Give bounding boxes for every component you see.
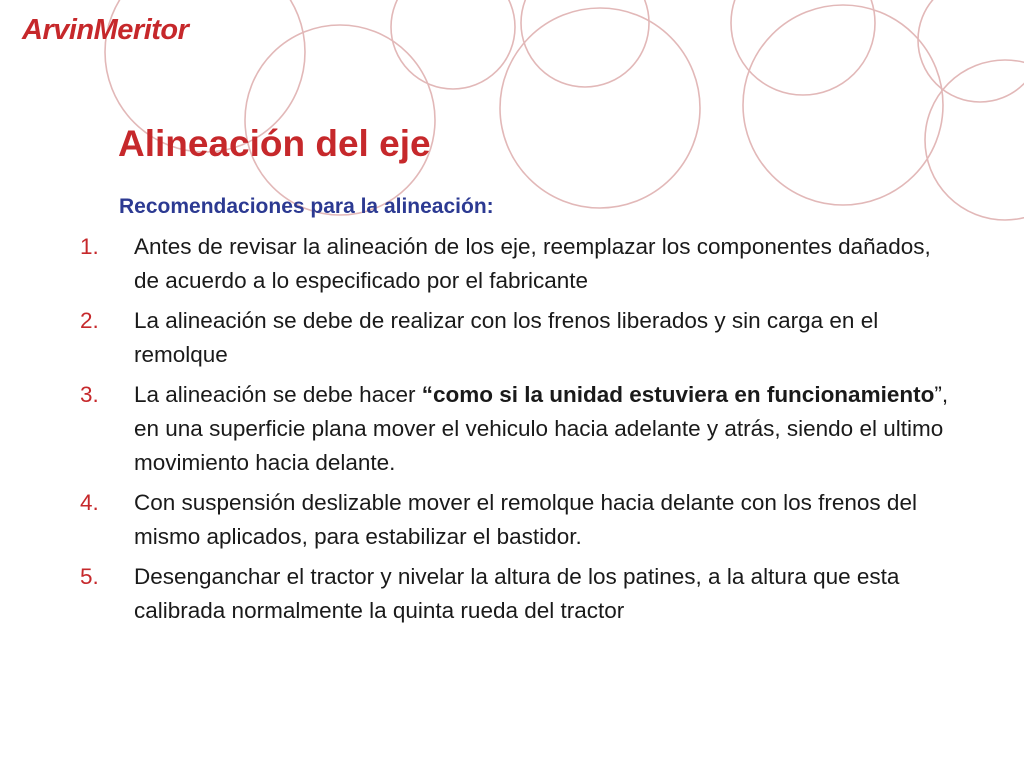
- step-number: 4.: [80, 490, 99, 515]
- list-item: [80, 304, 960, 372]
- step-text-suffix: ”, en una superficie plana mover el vehiculo hacia adelante y atrás, siendo el ultimo movimiento hacia delante.: [134, 382, 949, 475]
- step-number: 1.: [80, 234, 99, 259]
- recommendations-list: [80, 230, 960, 628]
- decor-circle: [743, 5, 943, 205]
- step-number: 3.: [80, 382, 99, 407]
- decor-circle: [500, 8, 700, 208]
- step-number: 2.: [80, 308, 99, 333]
- list-item: [80, 378, 960, 480]
- list-item: [80, 560, 960, 628]
- list-item: [80, 230, 960, 298]
- decor-circle: [391, 0, 515, 89]
- step-number: 5.: [80, 564, 99, 589]
- arvinmeritor-logo: ArvinMeritor: [22, 14, 189, 46]
- decor-circle: [925, 60, 1024, 220]
- step-text: Con suspensión deslizable mover el remolque hacia delante con los frenos del mismo aplicados, para estabilizar el bastidor.: [134, 490, 917, 549]
- slide-title: Alineación del eje: [118, 123, 431, 164]
- step-text-prefix: La alineación se debe hacer: [134, 382, 422, 407]
- list-item: [80, 486, 960, 554]
- decor-circle: [731, 0, 875, 95]
- slide-subtitle: Recomendaciones para la alineación:: [119, 195, 494, 218]
- decor-circle: [245, 25, 435, 215]
- step-text: Desenganchar el tractor y nivelar la altura de los patines, a la altura que esta calibrada normalmente la quinta rueda del tractor: [134, 564, 900, 623]
- step-text: Antes de revisar la alineación de los eje, reemplazar los componentes dañados, de acuerdo a lo especificado por el fabricante: [134, 234, 931, 293]
- decor-circle: [918, 0, 1024, 102]
- step-text-emphasis: “como si la unidad estuviera en funcionamiento: [421, 382, 935, 407]
- step-text: La alineación se debe de realizar con los frenos liberados y sin carga en el remolque: [134, 308, 879, 367]
